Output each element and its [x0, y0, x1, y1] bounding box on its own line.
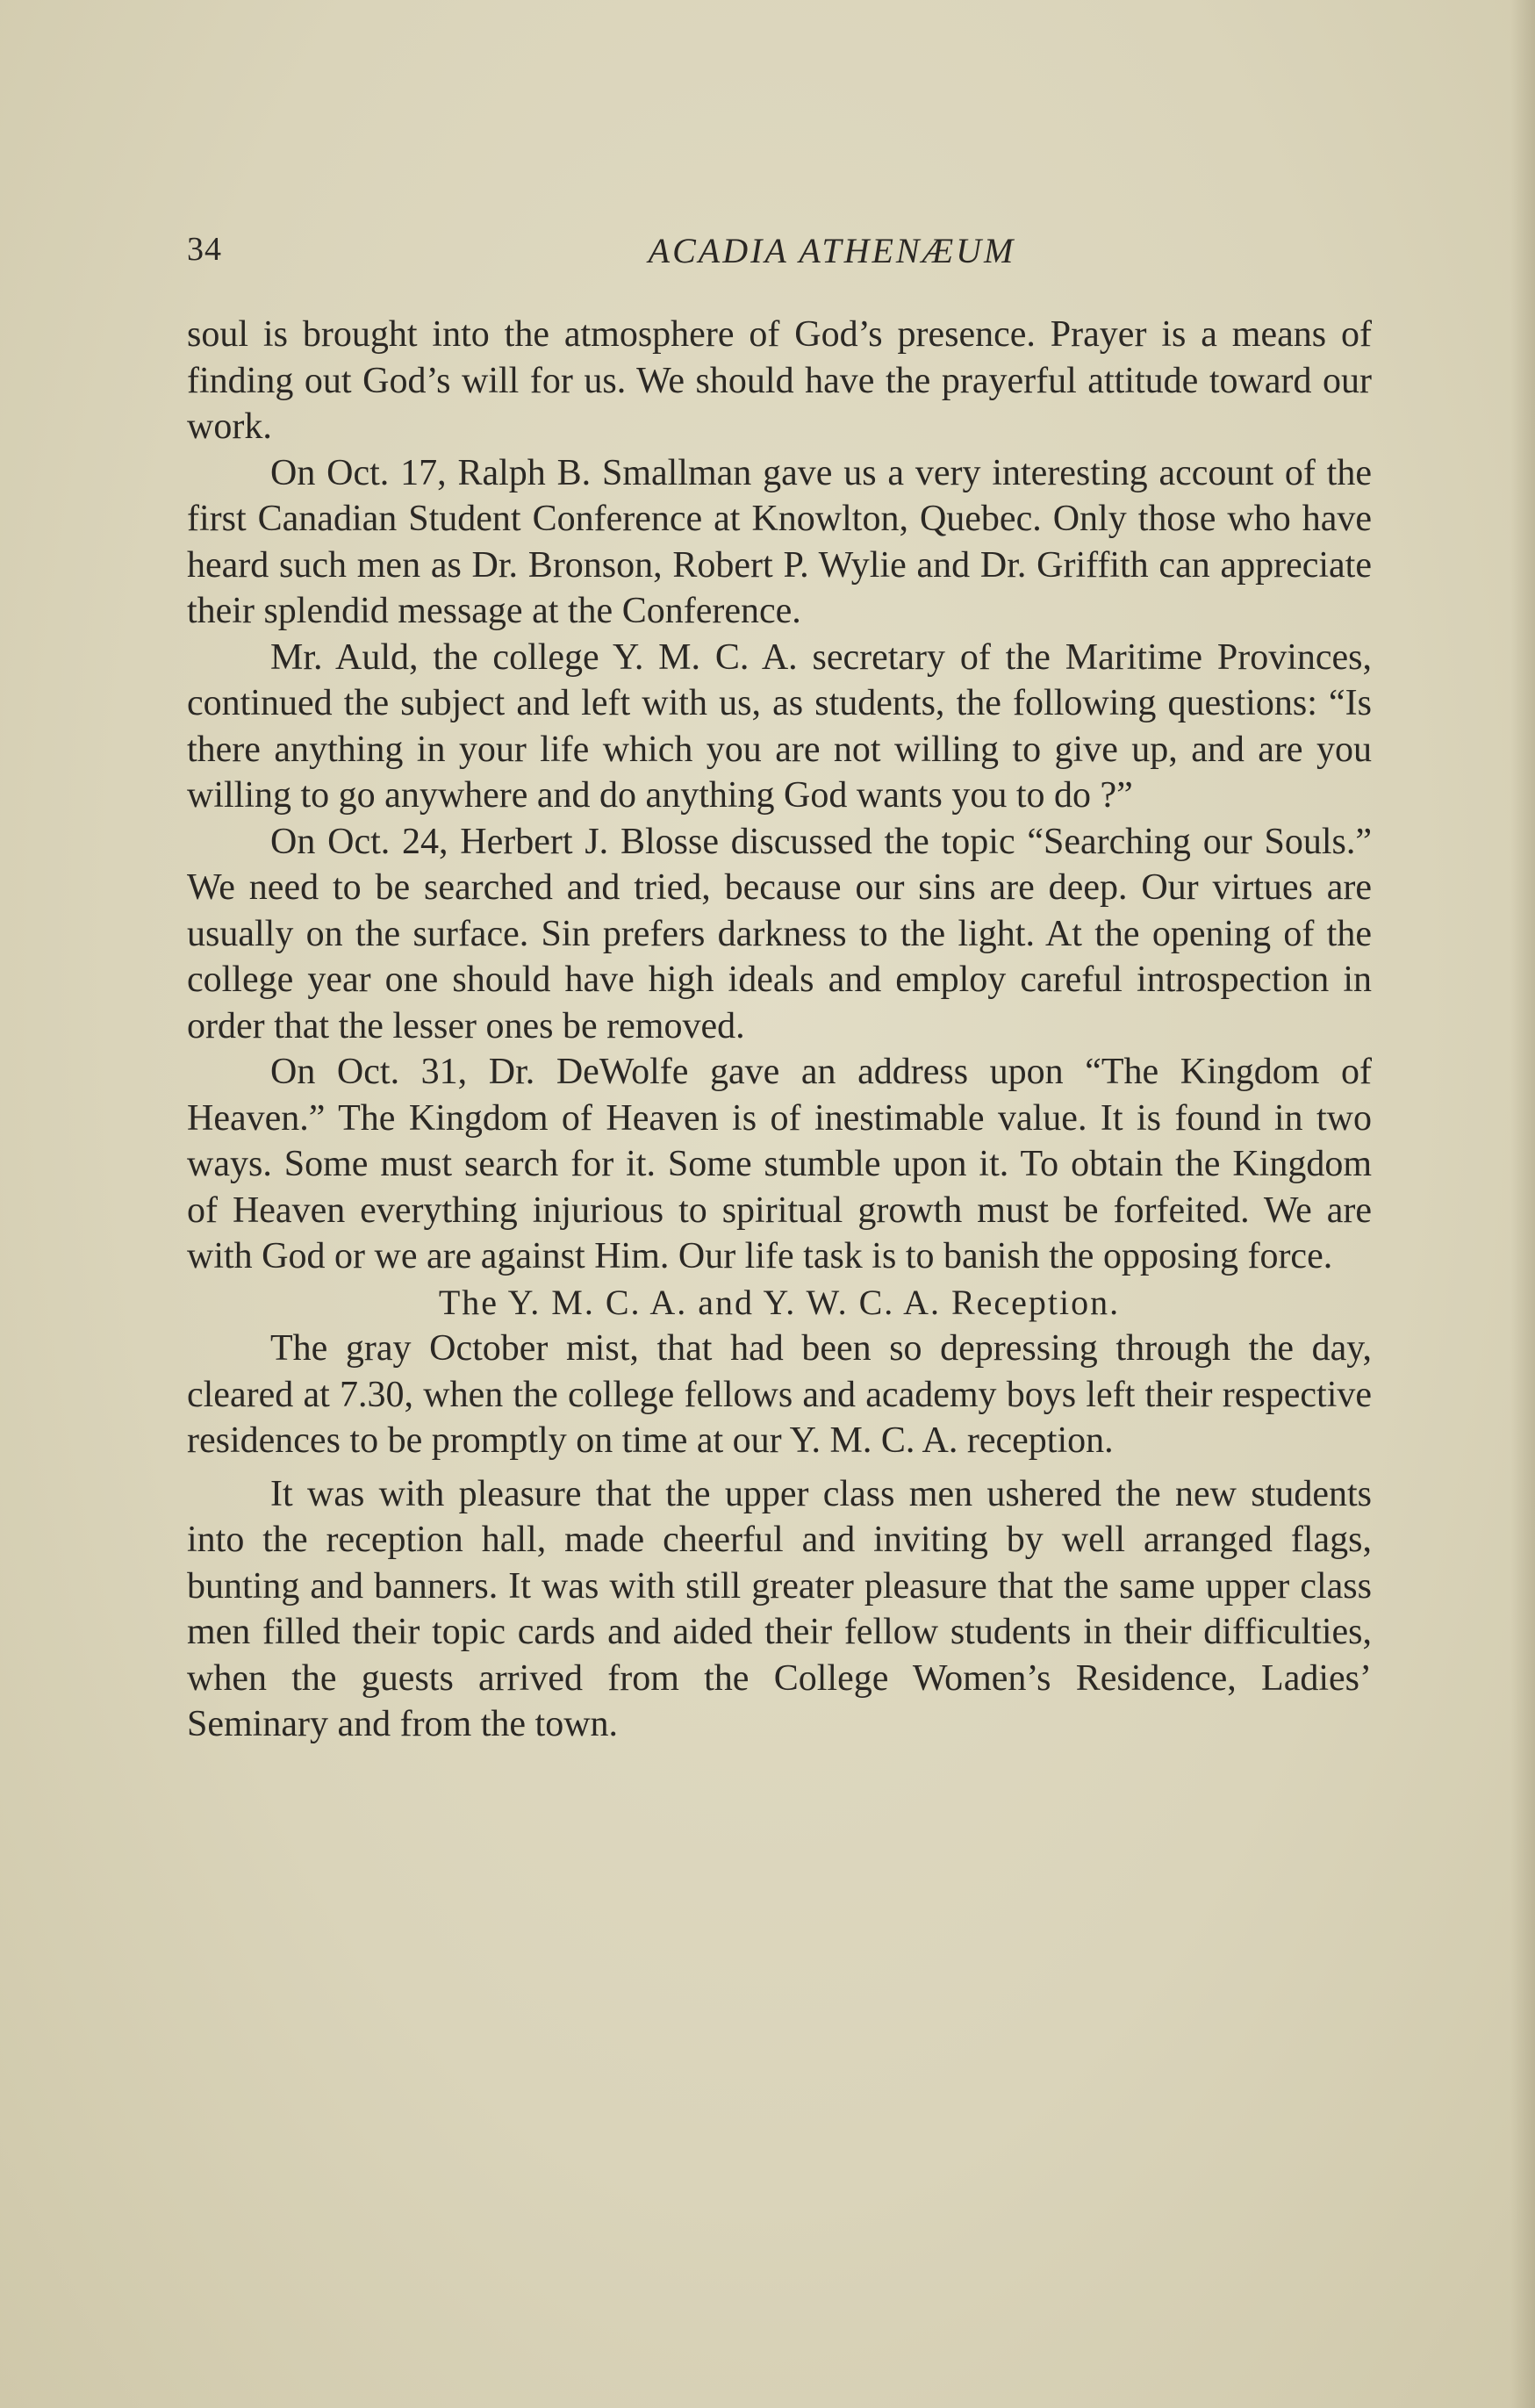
paragraph-reception-mist: The gray October mist, that had been so depressing through the day, cleared at 7.30, when the college fellows and academy boys left their respective residences to be promptly on time at our Y. M. C. A. reception.: [187, 1328, 1372, 1461]
paragraph-auld: Mr. Auld, the college Y. M. C. A. secretary of the Maritime Provinces, continued the subject and left with us, as students, the following questions: “Is there anything in your life which you are not willing to give up, and are you willing to go anywhere and do anything God wants you to do ?”: [187, 636, 1372, 816]
body-text: [187, 312, 1372, 1748]
paragraph-dewolfe: On Oct. 31, Dr. DeWolfe gave an address upon “The Kingdom of Heaven.” The Kingdom of Heaven is of inestimable value. It is found in two ways. Some must search for it. Some stumble upon it. To obtain the Kingdom of Heaven everything injurious to spiritual growth must be forfeited. We are with God or we are against Him. Our life task is to banish the opposing force.: [187, 1052, 1372, 1276]
paragraph-smallman: On Oct. 17, Ralph B. Smallman gave us a very interesting account of the first Canadian Student Conference at Knowlton, Quebec. Only those who have heard such men as Dr. Bronson, Robert P. Wylie and Dr. Griffith can appreciate their splendid message at the Conference.: [187, 452, 1372, 631]
page-number: 34: [187, 231, 222, 268]
running-head: [187, 230, 1372, 283]
paragraph-blosse: On Oct. 24, Herbert J. Blosse discussed the topic “Searching our Souls.” We need to be searched and tried, because our sins are deep. Our virtues are usually on the surface. Sin prefers darkness to the light. At the opening of the college year one should have high ideals and employ careful introspection in order that the lesser ones be removed.: [187, 821, 1372, 1046]
paragraph-reception-pleasure: It was with pleasure that the upper class men ushered the new students into the reception hall, made cheerful and inviting by well arranged flags, bunting and banners. It was with still greater pleasure that the same upper class men filled their topic cards and aided their fellow students in their difficulties, when the guests arrived from the College Women’s Residence, Ladies’ Seminary and from the town.: [187, 1473, 1372, 1744]
paper-edge-shadow: [1510, 0, 1535, 2408]
section-heading: The Y. M. C. A. and Y. W. C. A. Reception.: [438, 1282, 1121, 1322]
journal-title: ACADIA ATHENÆUM: [648, 231, 1016, 270]
paragraph-continued: soul is brought into the atmosphere of God’s presence. Prayer is a means of finding out God’s will for us. We should have the prayerful attitude toward our work.: [187, 314, 1372, 447]
